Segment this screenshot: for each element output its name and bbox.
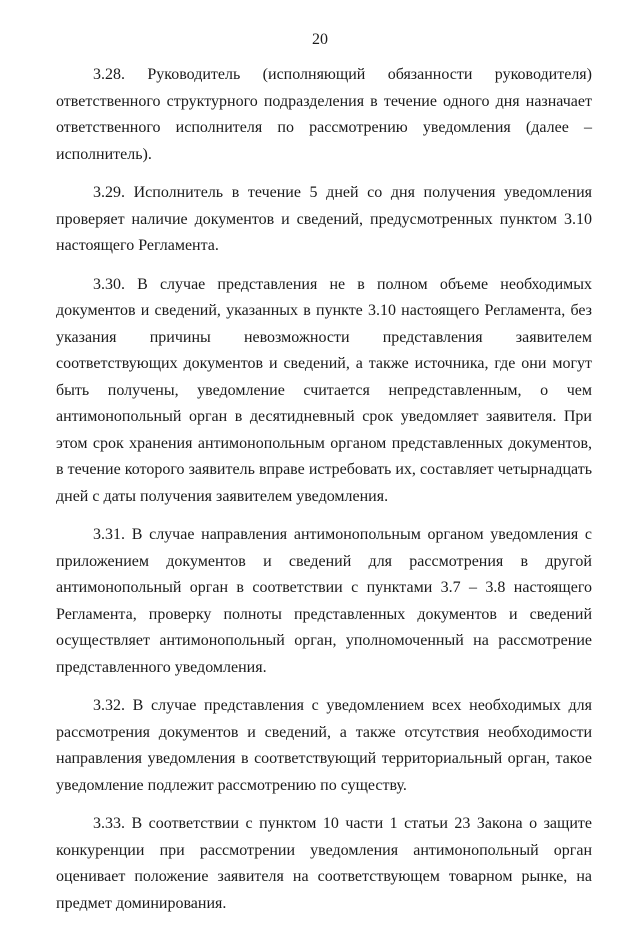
paragraph-3-28: 3.28. Руководитель (исполняющий обязанности руководителя) ответственного структурного подразделения в течение одного дня назначает ответственного исполнителя по рассмотрению уведомления (далее – исполнитель).: [56, 66, 592, 163]
page-number: 20: [312, 31, 328, 48]
paragraph-3-31: 3.31. В случае направления антимонопольным органом уведомления с приложением документов и сведений для рассмотрения в другой антимонопольный орган в соответствии с пунктами 3.7 – 3.8 настоящего Регламента, проверку полноты представленных документов и сведений осуществляет антимонопольный орган, уполномоченный на рассмотрение представленного уведомления.: [56, 526, 592, 676]
paragraph-3-29: 3.29. Исполнитель в течение 5 дней со дня получения уведомления проверяет наличие документов и сведений, предусмотренных пунктом 3.10 настоящего Регламента.: [56, 184, 592, 254]
paragraph-3-32: 3.32. В случае представления с уведомлением всех необходимых для рассмотрения документов и сведений, а также отсутствия необходимости направления уведомления в соответствующий территориальный орган, такое уведомление подлежит рассмотрению по существу.: [56, 697, 592, 794]
paragraph-3-30: 3.30. В случае представления не в полном объеме необходимых документов и сведений, указанных в пункте 3.10 настоящего Регламента, без указания причины невозможности представления заявителем соответствующих документов и сведений, а также источника, где они могут быть получены, уведомление считается непредставленным, о чем антимонопольный орган в десятидневный срок уведомляет заявителя. При этом срок хранения антимонопольным органом представленных документов, в течение которого заявитель вправе истребовать их, составляет четырнадцать дней с даты получения заявителем уведомления.: [56, 275, 592, 505]
paragraph-3-33: 3.33. В соответствии с пунктом 10 части 1 статьи 23 Закона о защите конкуренции при рассмотрении уведомления антимонопольный орган оценивает положение заявителя на соответствующем товарном рынке, на предмет доминирования.: [56, 815, 592, 912]
document-body: [56, 62, 592, 929]
